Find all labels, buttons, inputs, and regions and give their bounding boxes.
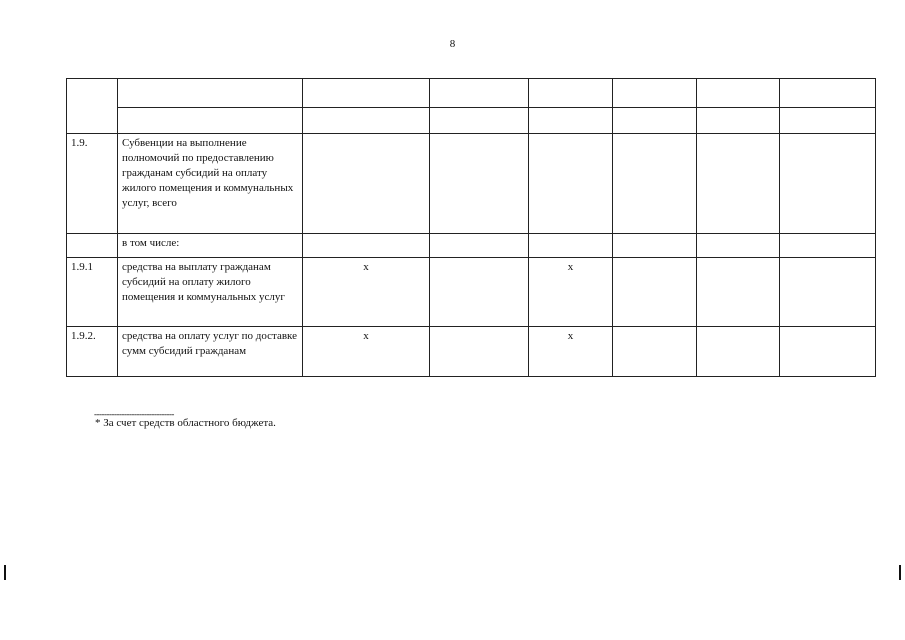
row-number: 1.9. <box>67 134 118 234</box>
value-cell <box>529 134 613 234</box>
footnote-rule: -------------------------------- <box>94 409 174 419</box>
value-cell <box>303 234 430 258</box>
value-cell <box>780 327 876 377</box>
value-cell <box>697 327 780 377</box>
header-cell <box>613 79 697 108</box>
value-cell <box>780 234 876 258</box>
value-cell <box>430 234 529 258</box>
table-row <box>67 258 876 327</box>
header-cell <box>780 79 876 108</box>
value-cell <box>697 258 780 327</box>
header-cell <box>697 107 780 133</box>
header-cell <box>303 107 430 133</box>
value-cell <box>697 134 780 234</box>
page-number: 8 <box>449 38 456 50</box>
value-cell <box>430 327 529 377</box>
header-cell <box>613 107 697 133</box>
table-row <box>67 327 876 377</box>
header-cell <box>780 107 876 133</box>
page-edge-mark <box>899 565 901 580</box>
header-cell <box>430 79 529 108</box>
value-cell <box>780 134 876 234</box>
value-cell: х <box>529 327 613 377</box>
value-cell: х <box>529 258 613 327</box>
table-row <box>67 234 876 258</box>
header-cell <box>118 79 303 108</box>
value-cell <box>613 327 697 377</box>
value-cell <box>430 258 529 327</box>
header-row <box>67 79 876 108</box>
page-edge-mark <box>4 565 6 580</box>
header-cell <box>529 107 613 133</box>
row-name: в том числе: <box>118 234 303 258</box>
budget-table <box>66 78 876 377</box>
header-cell <box>303 79 430 108</box>
table-row <box>67 134 876 234</box>
row-number: 1.9.1 <box>67 258 118 327</box>
row-number: 1.9.2. <box>67 327 118 377</box>
row-name: средства на выплату гражданам субсидий на оплату жилого помещения и коммунальных услуг <box>118 258 303 327</box>
footnote-text: * За счет средств областного бюджета. <box>95 417 276 429</box>
header-cell <box>529 79 613 108</box>
header-row <box>67 107 876 133</box>
header-cell <box>430 107 529 133</box>
value-cell <box>430 134 529 234</box>
row-number <box>67 234 118 258</box>
value-cell <box>303 134 430 234</box>
value-cell <box>613 234 697 258</box>
header-cell <box>697 79 780 108</box>
header-cell <box>67 79 118 134</box>
value-cell: х <box>303 258 430 327</box>
value-cell <box>613 258 697 327</box>
header-cell <box>118 107 303 133</box>
value-cell <box>613 134 697 234</box>
row-name: Субвенции на выполнение полномочий по предоставлению гражданам субсидий на оплату жилого помещения и коммунальных услуг, всего <box>118 134 303 234</box>
value-cell <box>780 258 876 327</box>
value-cell <box>697 234 780 258</box>
value-cell: х <box>303 327 430 377</box>
row-name: средства на оплату услуг по доставке сумм субсидий гражданам <box>118 327 303 377</box>
value-cell <box>529 234 613 258</box>
